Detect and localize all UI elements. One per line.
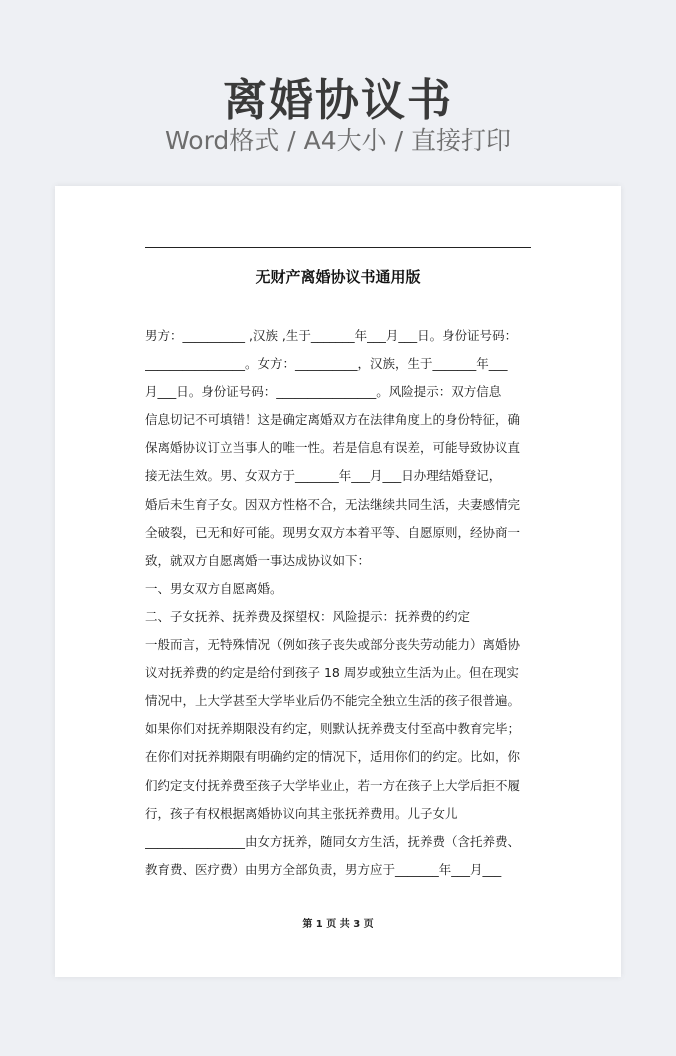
- body-line: 在你们对抚养期限有明确约定的情况下，适用你们的约定。比如，你: [145, 749, 521, 765]
- hero-title: 离婚协议书: [223, 75, 453, 126]
- body-line: 行，孩子有权根据离婚协议向其主张抚养费用。儿子女儿: [145, 805, 458, 821]
- hero-subtitle: Word格式 / A4大小 / 直接打印: [165, 126, 511, 155]
- document-title: 无财产离婚协议书通用版: [255, 268, 421, 286]
- body-line: 全破裂，已无和好可能。现男女双方本着平等、自愿原则，经协商一: [145, 524, 521, 540]
- body-line: 教育费、医疗费）由男方全部负责，男方应于_______年___月___: [145, 861, 502, 877]
- document-body: [145, 322, 531, 884]
- page-number: 第 1 页 共 3 页: [302, 919, 374, 930]
- body-line: 一般而言，无特殊情况（例如孩子丧失或部分丧失劳动能力）离婚协: [145, 637, 521, 653]
- header-rule: [145, 247, 531, 248]
- body-line: 情况中，上大学甚至大学毕业后仍不能完全独立生活的孩子很普遍。: [145, 693, 521, 709]
- body-line: 男方：__________ ,汉族 ,生于_______年___月___日。身份证号码：: [145, 328, 518, 343]
- body-line: 接无法生效。男、女双方于_______年___月___日办理结婚登记，: [145, 468, 502, 484]
- section-heading: 一、男女双方自愿离婚。: [145, 580, 283, 596]
- document-page: [55, 186, 621, 977]
- body-line: 信息切记不可填错！这是确定离婚双方在法律角度上的身份特征，确: [145, 412, 521, 428]
- body-line: 月___日。身份证号码：________________。风险提示：双方信息: [145, 384, 502, 400]
- body-line: 保离婚协议订立当事人的唯一性。若是信息有误差，可能导致协议直: [145, 440, 521, 456]
- body-line: 议对抚养费的约定是给付到孩子 18 周岁或独立生活为止。但在现实: [145, 665, 519, 681]
- body-line: ________________。女方：__________，汉族，生于_______年___: [145, 356, 508, 372]
- body-line: ________________由女方抚养，随同女方生活，抚养费（含托养费、: [145, 833, 521, 849]
- body-line: 致，就双方自愿离婚一事达成协议如下：: [145, 552, 371, 568]
- section-heading: 二、子女抚养、抚养费及探望权：风险提示：抚养费的约定: [145, 608, 471, 624]
- body-line: 婚后未生育子女。因双方性格不合，无法继续共同生活，夫妻感情完: [145, 496, 521, 512]
- body-line: 如果你们对抚养期限没有约定，则默认抚养费支付至高中教育完毕；: [145, 721, 521, 737]
- body-line: 们约定支付抚养费至孩子大学毕业止，若一方在孩子上大学后拒不履: [145, 777, 521, 793]
